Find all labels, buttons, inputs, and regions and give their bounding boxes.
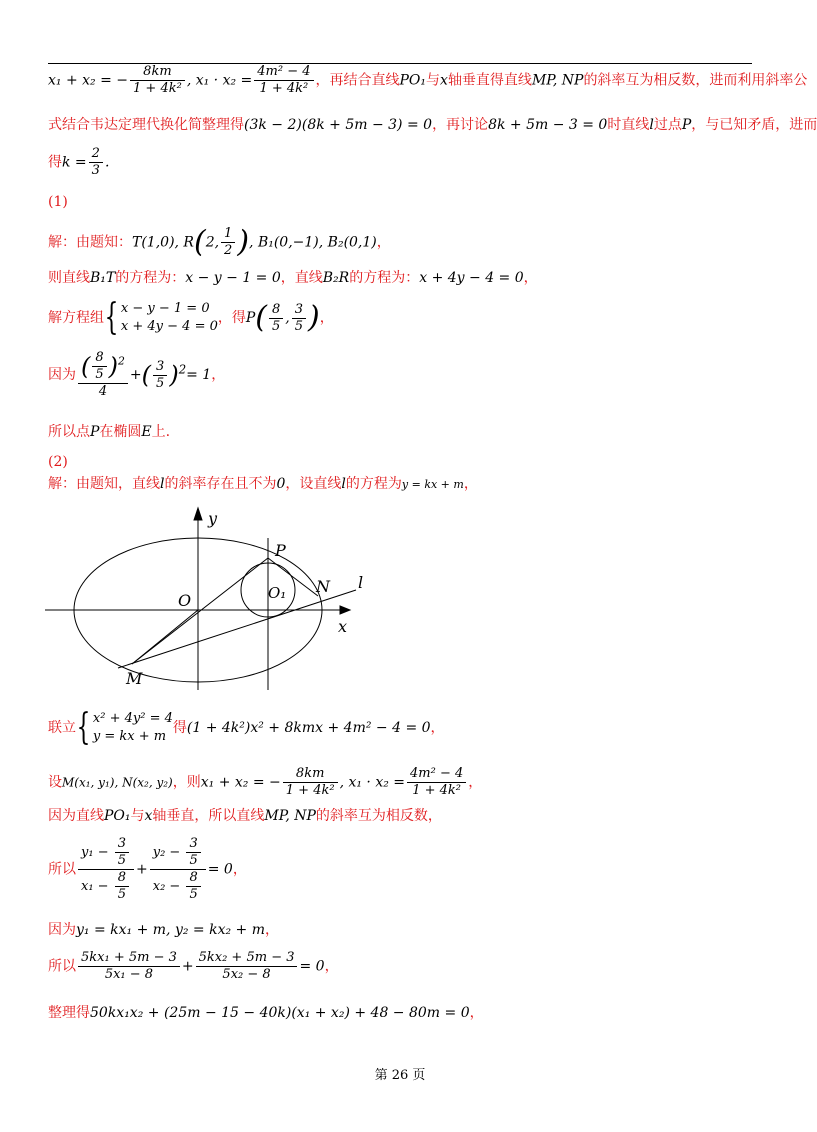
part1-points: 解：由题知：T(1,0), R(2, $\frac{1}{2}$ ), B₁(0,−1), B₂(0,1)， xyxy=(48,224,391,260)
intro-line-2: 式结合韦达定理代换化简整理得(3k − 2)(8k + 5m − 3) = 0，再讨论8k + 5m − 3 = 0时直线l过点P，与已知矛盾，进而 xyxy=(48,117,817,133)
label-m: M xyxy=(126,669,143,688)
label-x: x xyxy=(338,617,348,636)
label-y: y xyxy=(208,509,218,528)
segment-mo xyxy=(132,610,198,664)
label-o: O xyxy=(178,591,192,610)
label-o1: O₁ xyxy=(268,584,287,602)
frac-4m2: $\frac{\text{4m² − 4}}{\text{1 + 4k²}}$ xyxy=(254,64,313,97)
part2-let: 设M(x₁, y₁), N(x₂, y₂)，则x₁ + x₂ = − $\frac{8km}{\text{1 + 4k²}}$ , x₁ · x₂ = $\frac{\text{4m² − 4}}{\text{1 + 4k²}}$ ， xyxy=(48,766,483,798)
part2-label: (2) xyxy=(48,454,68,470)
part1-system: 解方程组{ x − y − 1 = 0 x + 4y − 4 = 0 ，得P( $\frac{8}{5}$ , $\frac{3}{5}$ )， xyxy=(48,297,334,338)
page-number: 第 26 页 xyxy=(374,1068,426,1083)
label-n: N xyxy=(316,577,330,596)
part2-join: 联立{ x² + 4y² = 4 y = kx + m 得(1 + 4k²)x² + 8kmx + 4m² − 4 = 0， xyxy=(48,707,445,748)
frac-2-3: $\frac{2}{3}$ xyxy=(89,146,103,179)
part1-check: 因为 ( $\frac{8}{5}$ )$^2$ 4 +( $\frac{3}{5}$ )$^2$= 1， xyxy=(48,350,226,399)
vieta-prod: , x₁ · x₂ = xyxy=(186,72,253,89)
segment-mp xyxy=(132,558,268,664)
intro-line-3: 得k = $\frac{2}{3}$ . xyxy=(48,146,110,178)
part2-intro: 解：由题知，直线l的斜率存在且不为0，设直线l的方程为y = kx + m， xyxy=(48,476,478,492)
frac-8km: $\frac{8km}{\text{1 + 4k²}}$ xyxy=(130,64,185,97)
part1-label: (1) xyxy=(48,194,68,210)
intro-line-1: x₁ + x₂ = − $\frac{8km}{\text{1 + 4k²}}$ , x₁ · x₂ = $\frac{\text{4m² − 4}}{\text{1 + 4k²}}$ ，再结合直线PO₁与x轴垂直得直线MP, NP的斜率互为相反数，进而利用斜率公 xyxy=(48,64,808,96)
part2-substitute: 所以 $\frac{\text{5kx₁ + 5m − 3}}{\text{5x₁ − 8}}$ + $\frac{\text{5kx₂ + 5m − 3}}{\text{5x₂ − 8}}$ = 0， xyxy=(48,950,339,982)
part1-conclusion: 所以点P在椭圆E上. xyxy=(48,424,171,440)
line-l xyxy=(118,590,356,668)
label-p: P xyxy=(275,541,286,560)
ellipse-figure xyxy=(40,500,380,700)
part2-final: 整理得50kx₁x₂ + (25m − 15 − 40k)(x₁ + x₂) + 48 − 80m = 0， xyxy=(48,1005,484,1021)
part2-since: 因为y₁ = kx₁ + m, y₂ = kx₂ + m， xyxy=(48,922,279,938)
part2-perp: 因为直线PO₁与x轴垂直，所以直线MP, NP的斜率互为相反数， xyxy=(48,808,442,824)
y-axis-arrow xyxy=(194,508,202,520)
frac-1-2: $\frac{1}{2}$ xyxy=(221,226,235,259)
part2-slopes: 所以 y₁ − $\frac{3}{5}$ x₁ − $\frac{8}{5}$ + y₂ − $\frac{3}{5}$ x₂ − $\frac{8}{5}$ = 0， xyxy=(48,836,247,902)
part1-lines: 则直线B₁T的方程为：x − y − 1 = 0，直线B₂R的方程为：x + 4y − 4 = 0， xyxy=(48,270,538,286)
x-axis-arrow xyxy=(340,606,350,614)
label-l: l xyxy=(358,573,364,592)
vieta-sum: x₁ + x₂ = − xyxy=(48,72,129,89)
